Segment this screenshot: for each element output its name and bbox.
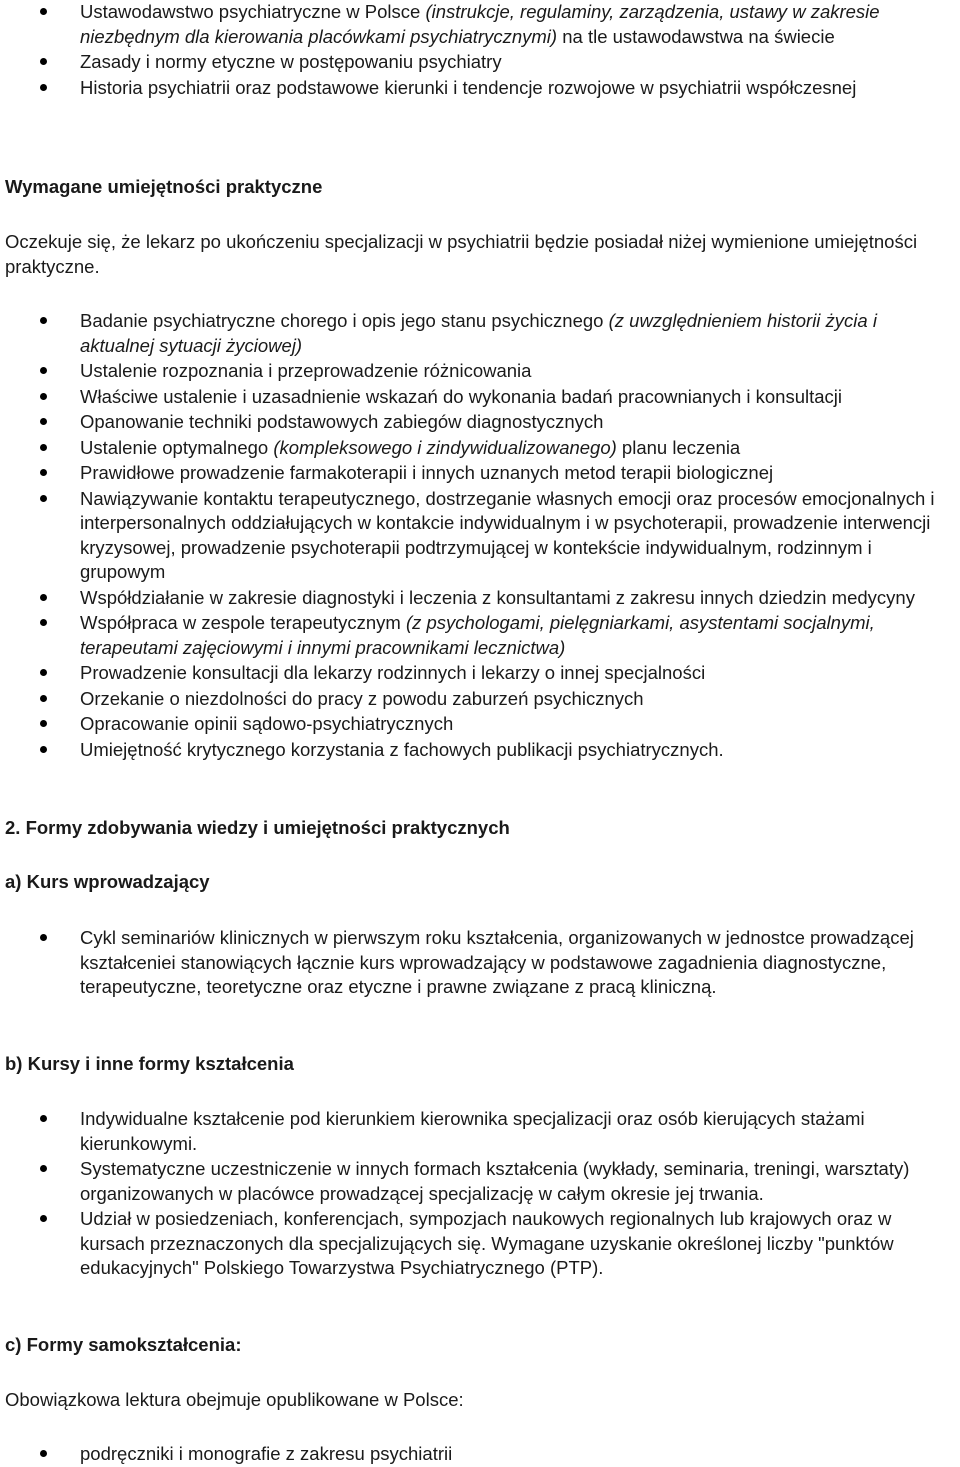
skills-list xyxy=(0,309,960,762)
list-item xyxy=(0,712,960,737)
list-item-text: Opracowanie opinii sądowo-psychiatrycznych xyxy=(80,713,454,734)
list-item-text: Zasady i normy etyczne w postępowaniu psychiatry xyxy=(80,51,502,72)
list-item xyxy=(0,385,960,410)
kurs-list xyxy=(0,926,960,1000)
list-item-text: Orzekanie o niezdolności do pracy z powodu zaburzeń psychicznych xyxy=(80,687,644,709)
list-item xyxy=(0,661,960,686)
list-item-text: Indywidualne kształcenie pod kierunkiem kierownika specjalizacji oraz osób kierujących stażami kierunkowymi. xyxy=(80,1108,865,1154)
list-item-text: Współdziałanie w zakresie diagnostyki i leczenia z konsultantami z zakresu innych dziedzin medycyny xyxy=(80,586,915,608)
list-item xyxy=(0,926,960,1000)
list-item-text: Współpraca w zespole terapeutycznym xyxy=(80,612,406,633)
top-list-section xyxy=(0,0,960,100)
kursy-heading: b) Kursy i inne formy kształcenia xyxy=(5,1053,294,1074)
skills-heading: Wymagane umiejętności praktyczne xyxy=(5,176,323,197)
list-item-italic-text: (kompleksowego i zindywidualizowanego) xyxy=(273,436,617,458)
list-item xyxy=(0,1157,960,1206)
list-item xyxy=(0,436,960,461)
list-item xyxy=(0,586,960,611)
list-item-text: Prawidłowe prowadzenie farmakoterapii i innych uznanych metod terapii biologicznej xyxy=(80,462,774,483)
section2-heading: 2. Formy zdobywania wiedzy i umiejętności praktycznych xyxy=(5,817,510,838)
list-item-italic-text: (z uwzględnieniem historii życia i aktualnej sytuacji życiowej) xyxy=(80,310,877,356)
list-item xyxy=(0,50,960,75)
skills-intro: Oczekuje się, że lekarz po ukończeniu specjalizacji w psychiatrii będzie posiadał niżej wymienione umiejętności praktyczne. xyxy=(5,231,918,277)
list-item-text: Systematyczne uczestniczenie w innych formach kształcenia (wykłady, seminaria, treningi, warsztaty) organizowanych w placówce prowadzącej specjalizację w całym okresie jej trwania. xyxy=(80,1158,910,1204)
skills-list-section xyxy=(0,309,960,762)
reading-list xyxy=(0,1442,960,1467)
kurs-list-section xyxy=(0,926,960,1000)
list-item xyxy=(0,0,960,49)
self-study-heading: c) Formy samokształcenia: xyxy=(5,1334,242,1355)
list-item-italic-text: (instrukcje, regulaminy, zarządzenia, ustawy w zakresie niezbędnym dla kierowania placówkami psychiatrycznymi) xyxy=(80,1,880,47)
list-item-text: Badanie psychiatryczne chorego i opis jego stanu psychicznego xyxy=(80,310,609,331)
list-item-text: Udział w posiedzeniach, konferencjach, sympozjach naukowych regionalnych lub krajowych oraz w kursach przeznaczonych dla specjalizujących się. Wymagane uzyskanie określonej liczby "punktów edukacyjnych" Polskiego Towarzystwa Psychiatrycznego (PTP). xyxy=(80,1208,894,1278)
list-item xyxy=(0,738,960,763)
list-item-italic-text: (z psychologami, pielęgniarkami, asystentami socjalnymi, terapeutami zajęciowymi i innymi pracownikami lecznictwa) xyxy=(80,612,875,658)
kursy-list-section xyxy=(0,1107,960,1281)
list-item-text: podręczniki i monografie z zakresu psychiatrii xyxy=(80,1443,453,1464)
list-item-text: Umiejętność krytycznego korzystania z fachowych publikacji psychiatrycznych. xyxy=(80,738,724,760)
list-item xyxy=(0,611,960,660)
list-item-text: Historia psychiatrii oraz podstawowe kierunki i tendencje rozwojowe w psychiatrii współczesnej xyxy=(80,76,857,98)
list-item xyxy=(0,309,960,358)
reading-intro: Obowiązkowa lektura obejmuje opublikowane w Polsce: xyxy=(5,1389,464,1410)
kursy-list xyxy=(0,1107,960,1281)
list-item xyxy=(0,487,960,585)
list-item-text: Ustalenie rozpoznania i przeprowadzenie różnicowania xyxy=(80,360,532,381)
kurs-heading: a) Kurs wprowadzający xyxy=(5,871,210,892)
list-item xyxy=(0,461,960,486)
reading-list-section xyxy=(0,1442,960,1467)
list-item-text: planu leczenia xyxy=(616,436,741,458)
list-item-text: Ustawodawstwo psychiatryczne w Polsce xyxy=(80,1,426,22)
list-item xyxy=(0,359,960,384)
list-item-text: Ustalenie optymalnego xyxy=(80,436,274,458)
top-list xyxy=(0,0,960,100)
list-item xyxy=(0,76,960,101)
list-item-text: Opanowanie techniki podstawowych zabiegów diagnostycznych xyxy=(80,411,604,432)
list-item-text: Cykl seminariów klinicznych w pierwszym roku kształcenia, organizowanych w jednostce prowadzącej kształceniei stanowiących łącznie kurs wprowadzający w podstawowe zagadnienia diagnostyczne, terapeutyczne, teoretyczne oraz etyczne i prawne związane z pracą kliniczną. xyxy=(80,927,914,997)
list-item xyxy=(0,1442,960,1467)
list-item-text: na tle ustawodawstwa na świecie xyxy=(557,25,835,47)
list-item xyxy=(0,687,960,712)
list-item xyxy=(0,1107,960,1156)
list-item xyxy=(0,410,960,435)
list-item xyxy=(0,1207,960,1281)
list-item-text: Prowadzenie konsultacji dla lekarzy rodzinnych i lekarzy o innej specjalności xyxy=(80,662,706,683)
list-item-text: Właściwe ustalenie i uzasadnienie wskazań do wykonania badań pracownianych i konsultacji xyxy=(80,385,843,407)
list-item-text: Nawiązywanie kontaktu terapeutycznego, dostrzeganie własnych emocji oraz procesów emocjonalnych i interpersonalnych oddziałujących w kontakcie indywidualnym i w psychoterapii, prowadzenie interwencji kryzysowej, prowadzenie psychoterapii podtrzymującej w kontekście indywidualnym, rodzinnym i grupowym xyxy=(80,487,935,582)
